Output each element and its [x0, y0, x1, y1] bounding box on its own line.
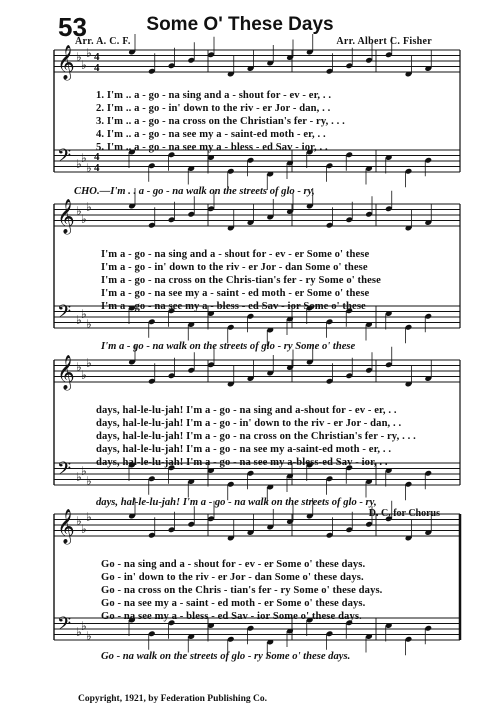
flat-icon: ♭	[76, 360, 82, 374]
lyric-line: I'm a - go - na cross on the Chris-tian's fer - ry Some o' these	[101, 275, 381, 286]
lyric-line: Go - in' down to the riv - er Jor - dan Some o' these days.	[101, 572, 364, 583]
flat-icon: ♭	[81, 619, 87, 633]
lyric-line: I'm a - go - in' down to the riv - er Jor - dan Some o' these	[101, 262, 368, 273]
treble-clef-icon: 𝄞	[57, 355, 75, 390]
bass-clef-icon: 𝄢	[57, 146, 72, 171]
flat-icon: ♭	[81, 151, 87, 165]
flat-icon: ♭	[76, 470, 82, 484]
time-signature: 4	[94, 162, 100, 174]
arranger-credit: Arr. A. C. F.	[75, 36, 131, 47]
bass-clef-icon: 𝄢	[57, 302, 72, 327]
treble-clef-icon: 𝄞	[57, 509, 75, 544]
lyric-line: Go - na cross on the Chris - tian's fer - ry Some o' these days.	[101, 585, 383, 596]
chorus-bass-lyric: days, hal-le-lu-jah! I'm a - go - na walk on the streets of glo - ry,	[96, 497, 377, 508]
flat-icon: ♭	[86, 474, 92, 488]
lyric-line: 2. I'm .. a - go - in' down to the riv - er Jor - dan, . .	[96, 103, 331, 114]
flat-icon: ♭	[86, 317, 92, 331]
lyric-line: I'm a - go - na see my a - bless - ed Sav - ior Some o' these	[101, 301, 366, 312]
treble-clef-icon: 𝄞	[57, 199, 75, 234]
lyric-line: 3. I'm .. a - go - na cross on the Christian's fer - ry, . . .	[96, 116, 345, 127]
hymn-title: Some O' These Days	[146, 14, 334, 35]
flat-icon: ♭	[86, 629, 92, 643]
lyric-line: 4. I'm .. a - go - na see my a - saint-ed moth - er, . .	[96, 129, 326, 140]
flat-icon: ♭	[86, 161, 92, 175]
chorus-bass-lyric: I'm a - go - na walk on the streets of glo - ry Some o' these	[101, 341, 356, 352]
flat-icon: ♭	[81, 368, 87, 382]
lyric-line: days, hal-le-lu-jah! I'm a - go - na cross on the Christian's fer - ry, . . .	[96, 431, 416, 442]
dc-marking: D. C. for Chorus	[368, 508, 440, 519]
flat-icon: ♭	[76, 50, 82, 64]
lyric-line: days, hal-le-lu-jah! I'm a - go - na see my a-saint-ed moth - er, . .	[96, 444, 392, 455]
copyright-notice: Copyright, 1921, by Federation Publishing Co.	[78, 694, 267, 704]
time-signature: 4	[94, 62, 100, 74]
lyric-line: days, hal-le-lu-jah! I'm a - go - in' down to the riv - er Jor - dan, . .	[96, 418, 402, 429]
flat-icon: ♭	[81, 58, 87, 72]
lyric-line: 1. I'm .. a - go - na sing and a - shout for - ev - er, . .	[96, 90, 332, 101]
flat-icon: ♭	[86, 356, 92, 370]
flat-icon: ♭	[76, 514, 82, 528]
lyric-line: I'm a - go - na sing and a - shout for - ev - er Some o' these	[101, 249, 370, 260]
flat-icon: ♭	[81, 464, 87, 478]
bass-clef-icon: 𝄢	[57, 614, 72, 639]
treble-clef-icon: 𝄞	[57, 45, 75, 80]
lyric-line: Go - na sing and a - shout for - ev - er Some o' these days.	[101, 559, 366, 570]
flat-icon: ♭	[81, 212, 87, 226]
composer-credit: Arr. Albert C. Fisher	[336, 36, 432, 47]
chorus-bass-lyric: Go - na walk on the streets of glo - ry Some o' these days.	[101, 651, 351, 662]
flat-icon: ♭	[86, 200, 92, 214]
flat-icon: ♭	[81, 307, 87, 321]
flat-icon: ♭	[86, 510, 92, 524]
lyric-line: Go - na see my a - saint - ed moth - er Some o' these days.	[101, 598, 366, 609]
lyric-line: days, hal-le-lu-jah! I'm a - go - na see my a-bless-ed Sav - ior, . .	[96, 457, 388, 468]
hymn-number: 53	[58, 12, 87, 42]
flat-icon: ♭	[76, 157, 82, 171]
lyric-line: Go - na see my a - bless - ed Sav - ior Some o' these days.	[101, 611, 362, 622]
time-signature: 4	[94, 151, 100, 163]
flat-icon: ♭	[76, 204, 82, 218]
chorus-bass-lyric: CHO.—I'm . . a - go - na walk on the streets of glo - ry,	[74, 186, 315, 197]
flat-icon: ♭	[76, 313, 82, 327]
lyric-line: I'm a - go - na see my a - saint - ed moth - er Some o' these	[101, 288, 370, 299]
flat-icon: ♭	[76, 625, 82, 639]
lyric-line: 5. I'm .. a - go - na see my a - bless - ed Sav - ior, . .	[96, 142, 328, 153]
flat-icon: ♭	[81, 522, 87, 536]
flat-icon: ♭	[86, 46, 92, 60]
time-signature: 4	[94, 51, 100, 63]
bass-clef-icon: 𝄢	[57, 459, 72, 484]
lyric-line: days, hal-le-lu-jah! I'm a - go - na sing and a-shout for - ev - er, . .	[96, 405, 397, 416]
